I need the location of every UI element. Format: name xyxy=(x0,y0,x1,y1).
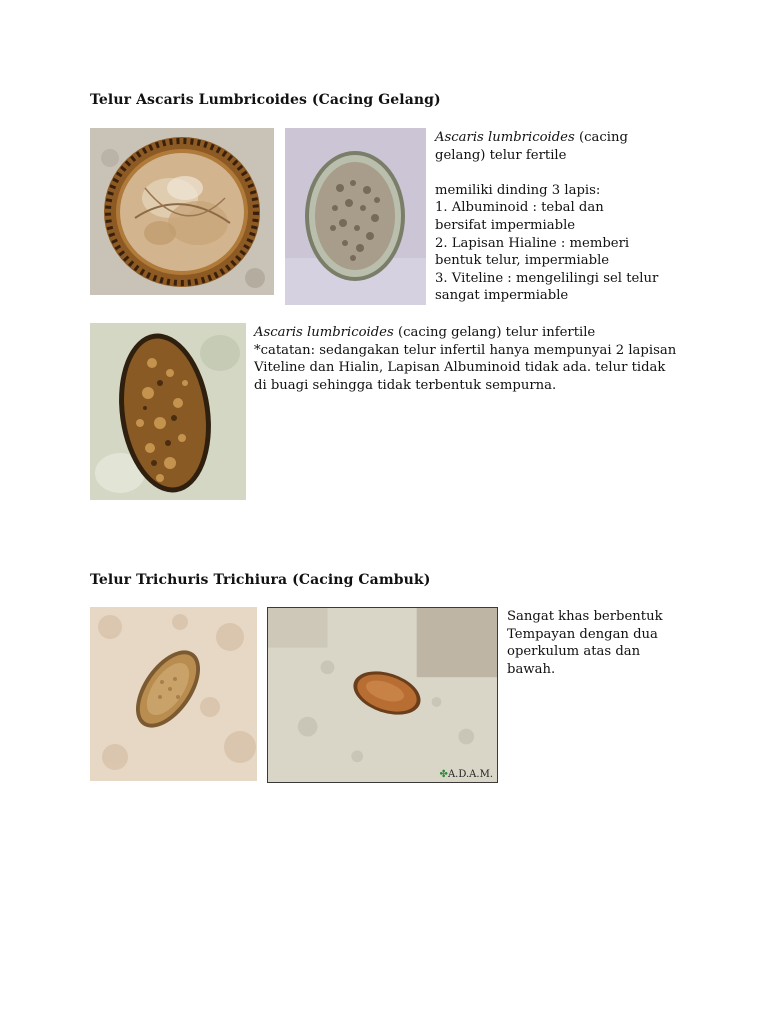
infertile-line-1: Ascaris lumbricoides (cacing gelang) telur infertile xyxy=(254,325,596,340)
trichuris-egg-description xyxy=(507,608,707,678)
fertile-line-6: 2. Lapisan Hialine : memberi xyxy=(435,235,630,251)
fertile-egg-description xyxy=(435,129,690,305)
image-ascaris-infertile-egg xyxy=(90,323,246,500)
species-name: Ascaris lumbricoides xyxy=(435,130,575,145)
trichuris-line-1: Sangat khas berbentuk xyxy=(507,609,663,624)
infertile-egg-description xyxy=(254,324,684,394)
infertile-line-3: Viteline dan Hialin, Lapisan Albuminoid tidak ada. telur tidak xyxy=(254,360,666,376)
fertile-line-7: bentuk telur, impermiable xyxy=(435,253,610,269)
infertile-line-4: di buagi sehingga tidak terbentuk sempurna. xyxy=(254,377,557,393)
trichuris-line-4: bawah. xyxy=(507,661,556,677)
fertile-line-9: sangat impermiable xyxy=(435,288,569,304)
image-trichuris-egg-1 xyxy=(90,607,257,781)
adam-watermark: ✤A.D.A.M. xyxy=(439,769,493,780)
trichuris-line-3: operkulum atas dan xyxy=(507,644,641,660)
trichuris-line-2: Tempayan dengan dua xyxy=(507,626,658,642)
image-ascaris-fertile-egg-2 xyxy=(285,128,426,305)
fertile-line-3: memiliki dinding 3 lapis: xyxy=(435,182,601,198)
adam-logo-icon: ✤ xyxy=(439,769,448,780)
fertile-line-1: Ascaris lumbricoides (cacing xyxy=(435,130,628,145)
species-name: Ascaris lumbricoides xyxy=(254,325,394,340)
fertile-line-4: 1. Albuminoid : tebal dan xyxy=(435,200,604,216)
fertile-line-5: bersifat impermiable xyxy=(435,217,576,233)
infertile-line-2: *catatan: sedangakan telur infertil hanya mempunyai 2 lapisan xyxy=(254,342,677,358)
fertile-line-8: 3. Viteline : mengelilingi sel telur xyxy=(435,270,659,286)
section-title-ascaris: Telur Ascaris Lumbricoides (Cacing Gelang) xyxy=(90,92,441,108)
section-title-trichuris: Telur Trichuris Trichiura (Cacing Cambuk) xyxy=(90,572,431,588)
image-trichuris-egg-2 xyxy=(267,607,498,783)
fertile-line-2: gelang) telur fertile xyxy=(435,147,567,163)
image-ascaris-fertile-egg-1 xyxy=(90,128,274,295)
